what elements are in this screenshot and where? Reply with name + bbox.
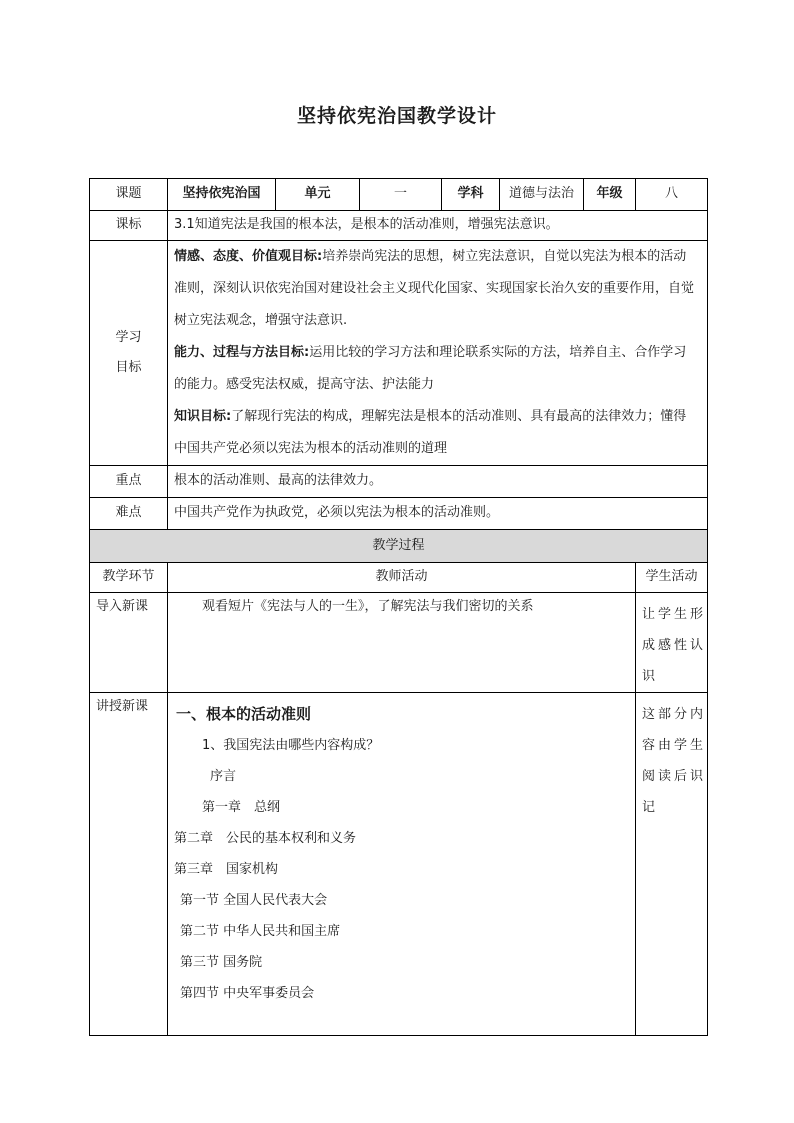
lecture-row	[90, 693, 708, 1036]
difficulty-row	[90, 498, 708, 530]
lesson-plan-table	[89, 178, 708, 1036]
ability-goal-line2: 的能力。感受宪法权威，提高守法、护法能力	[174, 377, 435, 392]
lecture-section-title: 一、根本的活动准则	[176, 705, 312, 723]
course-value: 坚持依宪治国	[168, 179, 276, 211]
lecture-line: 第一章 总纲	[202, 799, 281, 815]
standard-row	[90, 211, 708, 241]
lecture-student-activity	[636, 693, 708, 1036]
emotion-goal-line2: 准则，深刻认识依宪治国对建设社会主义现代化国家、实现国家长治久安的重要作用，自觉	[174, 281, 695, 296]
col-stage-header: 教学环节	[90, 563, 168, 593]
lecture-student-line2: 容由学生	[642, 738, 703, 753]
process-band-title: 教学过程	[90, 530, 708, 563]
unit-value: 一	[360, 179, 442, 211]
subject-value: 道德与法治	[500, 179, 584, 211]
standard-label: 课标	[90, 211, 168, 241]
intro-student-line2: 成感性认	[642, 638, 703, 653]
lecture-line: 第二节 中华人民共和国主席	[180, 923, 341, 939]
course-label: 课题	[90, 179, 168, 211]
col-teacher-header: 教师活动	[168, 563, 636, 593]
intro-student-activity	[636, 593, 708, 693]
knowledge-goal-line1: 了解现行宪法的构成，理解宪法是根本的活动准则、具有最高的法律效力；懂得	[231, 409, 687, 424]
document-title: 坚持依宪治国教学设计	[296, 105, 497, 127]
intro-student-line3: 识	[642, 669, 656, 684]
emotion-goal-line3: 树立宪法观念，增强守法意识.	[174, 313, 348, 328]
standard-text: 3.1知道宪法是我国的根本法，是根本的活动准则，增强宪法意识。	[168, 211, 708, 241]
lecture-student-line4: 记	[642, 800, 656, 815]
grade-value: 八	[636, 179, 708, 211]
emotion-goal-heading: 情感、态度、价值观目标:	[174, 249, 323, 264]
unit-label: 单元	[276, 179, 360, 211]
intro-student-line1: 让学生形	[642, 607, 703, 622]
objectives-label	[90, 241, 168, 466]
objectives-row	[90, 241, 708, 466]
col-student-header: 学生活动	[636, 563, 708, 593]
difficulty-text: 中国共产党作为执政党，必须以宪法为根本的活动准则。	[168, 498, 708, 530]
lecture-line: 第二章 公民的基本权利和义务	[174, 830, 357, 846]
process-band	[90, 530, 708, 563]
lecture-line: 1、我国宪法由哪些内容构成？	[202, 737, 380, 753]
lecture-teacher-activity	[168, 693, 636, 1036]
objectives-content	[168, 241, 708, 466]
intro-teacher-activity: 观看短片《宪法与人的一生》，了解宪法与我们密切的关系	[168, 593, 636, 693]
key-point-label: 重点	[90, 466, 168, 498]
lecture-line: 第三章 国家机构	[174, 861, 279, 877]
lecture-student-line3: 阅读后识	[642, 769, 703, 784]
intro-stage: 导入新课	[90, 593, 168, 693]
key-point-row	[90, 466, 708, 498]
lecture-line: 第三节 国务院	[180, 954, 263, 970]
lecture-line: 第四节 中央军事委员会	[180, 985, 315, 1001]
lecture-stage: 讲授新课	[90, 693, 168, 1036]
key-point-text: 根本的活动准则、最高的法律效力。	[168, 466, 708, 498]
subject-label: 学科	[442, 179, 500, 211]
grade-label: 年级	[584, 179, 636, 211]
difficulty-label: 难点	[90, 498, 168, 530]
process-header-row	[90, 563, 708, 593]
lecture-line: 序言	[210, 768, 237, 784]
emotion-goal-line1: 培养崇尚宪法的思想，树立宪法意识，自觉以宪法为根本的活动	[322, 249, 687, 264]
intro-row	[90, 593, 708, 693]
lecture-student-line1: 这部分内	[642, 707, 703, 722]
ability-goal-line1: 运用比较的学习方法和理论联系实际的方法，培养自主、合作学习	[309, 345, 687, 360]
ability-goal-heading: 能力、过程与方法目标:	[174, 345, 310, 360]
objectives-label-line2: 目标	[115, 360, 142, 375]
objectives-label-line1: 学习	[115, 330, 142, 345]
info-row	[90, 179, 708, 211]
knowledge-goal-line2: 中国共产党必须以宪法为根本的活动准则的道理	[174, 441, 448, 456]
knowledge-goal-heading: 知识目标:	[174, 409, 232, 424]
lecture-line: 第一节 全国人民代表大会	[180, 892, 328, 908]
